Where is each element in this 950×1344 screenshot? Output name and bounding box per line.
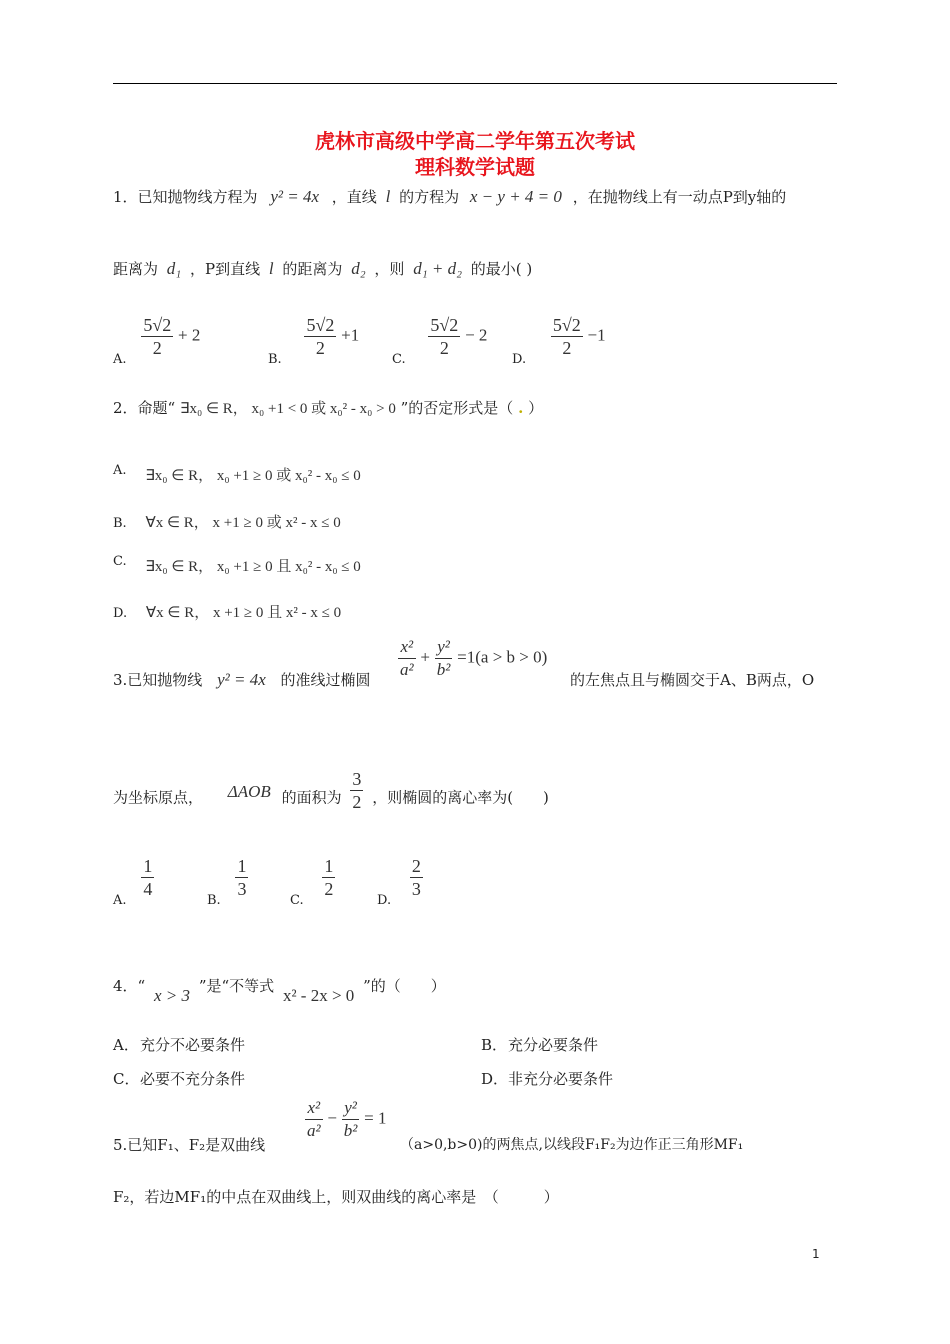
- header-rule: [113, 83, 837, 84]
- q1-text: 的最小( ): [470, 260, 533, 278]
- fraction: $\frac{5√2}{2}$: [143, 315, 172, 358]
- q4-text: ”的（ ）: [363, 977, 446, 995]
- fraction: $\frac{5√2}{2}$: [306, 315, 335, 358]
- q4-text: 4．“: [113, 977, 146, 995]
- question-3-line-2: [113, 769, 549, 821]
- q3-text: 的左焦点且与椭圆交于A、B两点，O: [570, 671, 815, 689]
- q1-text: ，P到直线: [190, 260, 261, 278]
- q2-option-b[interactable]: B. ∀x ∈ R， x +1 ≥ 0 或 x² - x ≤ 0: [113, 515, 341, 531]
- q3-text: 为坐标原点，: [113, 788, 204, 807]
- fraction: $\frac{\text{x²}}{\text{a²}}$: [307, 1098, 321, 1140]
- fraction: $\frac{\text{x²}}{\text{a²}}$: [400, 637, 414, 679]
- q1-text: 的距离为: [282, 260, 343, 278]
- q3-option-a[interactable]: A. $\frac{1}{4}$: [113, 856, 153, 908]
- q5-hyperbola-equation: $\frac{\text{x²}}{\text{a²}}$ − $\frac{\text{y²}}{\text{b²}}$ = 1: [307, 1098, 387, 1140]
- q3-text: 3.已知抛物线: [113, 671, 203, 689]
- q1-line-symbol: l: [268, 259, 274, 278]
- exam-subtitle: 理科数学试题: [415, 155, 535, 179]
- q3-area-fraction: $\frac{3}{2}$: [352, 769, 362, 812]
- fraction: $\frac{\text{y²}}{\text{b²}}$: [436, 637, 451, 679]
- q4-option-b[interactable]: B．: [481, 1036, 508, 1054]
- exam-title: 虎林市高级中学高二学年第五次考试: [315, 129, 635, 153]
- fraction: $\frac{1}{3}$: [237, 856, 247, 899]
- q1-option-c[interactable]: C. $\frac{5√2}{2}$ − 2: [392, 315, 488, 367]
- q4-option-c-text: 必要不充分条件: [140, 1070, 246, 1088]
- q5-text: 5.已知F₁、F₂是双曲线: [113, 1136, 266, 1154]
- q4-option-a[interactable]: A．: [113, 1036, 139, 1054]
- q3-option-c[interactable]: C. $\frac{1}{2}$: [290, 856, 334, 908]
- q1-line-symbol: l: [385, 187, 391, 206]
- q1-text: ，则: [374, 260, 405, 278]
- q4-option-b-text: 充分必要条件: [508, 1036, 599, 1054]
- q1-parabola-equation: y² = 4x: [270, 187, 319, 206]
- q1-text: 距离为: [113, 260, 159, 278]
- q4-inequality: x² - 2x > 0: [282, 986, 355, 1005]
- q1-text: 1．已知抛物线方程为: [113, 188, 258, 206]
- q3-text: ，则椭圆的离心率为( ): [372, 788, 549, 807]
- q2-option-c[interactable]: C. ∃x₀ ∈ R， x₀ +1 ≥ 0 且 x₀² - x₀ ≤ 0: [113, 554, 361, 575]
- q1-option-d[interactable]: D. $\frac{5√2}{2}$ −1: [512, 315, 606, 367]
- q1-text: 的方程为: [399, 188, 460, 206]
- q3-triangle: ΔAOB: [227, 781, 271, 801]
- q3-text: 的准线过椭圆: [280, 671, 371, 689]
- q4-option-a-text: 充分不必要条件: [140, 1036, 246, 1054]
- fraction: $\frac{5√2}{2}$: [430, 315, 459, 358]
- q4-option-c[interactable]: C．: [113, 1070, 140, 1088]
- q3-option-d[interactable]: D. $\frac{2}{3}$: [377, 856, 421, 908]
- fraction: $\frac{1}{4}$: [143, 856, 153, 899]
- question-3-line-1: [113, 669, 371, 690]
- q3-parabola-equation: y² = 4x: [217, 670, 266, 689]
- fraction: $\frac{2}{3}$: [411, 856, 421, 899]
- q1-option-b[interactable]: B. $\frac{5√2}{2}$ +1: [268, 315, 360, 367]
- q1-line-equation: x − y + 4 = 0: [469, 187, 562, 206]
- q2-option-d[interactable]: D. ∀x ∈ R， x +1 ≥ 0 且 x² - x ≤ 0: [113, 605, 342, 621]
- q2-text: ”的否定形式是（: [400, 399, 514, 417]
- q3-option-b[interactable]: B. $\frac{1}{3}$: [207, 856, 247, 908]
- q4-condition: x > 3: [154, 986, 191, 1005]
- page-number: 1: [812, 1247, 820, 1261]
- question-1-line-2: [113, 258, 532, 279]
- fraction: $\frac{5√2}{2}$: [552, 315, 581, 358]
- fraction: $\frac{\text{y²}}{\text{b²}}$: [343, 1098, 358, 1140]
- q2-proposition: ∃x₀ ∈ R， x₀ +1 < 0 或 x₀² - x₀ > 0: [180, 401, 396, 417]
- q1-d2: d₂: [351, 259, 366, 278]
- q4-option-d[interactable]: D．: [481, 1070, 509, 1088]
- q1-option-a[interactable]: A. $\frac{5√2}{2}$ + 2: [113, 315, 201, 367]
- q1-sum: d₁ + d₂: [413, 259, 462, 278]
- q1-text: ，在抛物线上有一动点P到y轴的: [572, 188, 787, 206]
- q4-text: ”是“不等式: [198, 977, 275, 995]
- q5-text: F₂，若边MF₁的中点在双曲线上，则双曲线的离心率是 （ ）: [113, 1188, 559, 1206]
- question-4: [113, 975, 446, 1005]
- question-2: [113, 397, 543, 418]
- q1-d1: d₁: [166, 259, 182, 278]
- q4-option-d-text: 非充分必要条件: [508, 1070, 614, 1088]
- q3-text: 的面积为: [281, 788, 342, 807]
- q5-text: （a>0,b>0)的两焦点,以线段F₁F₂为边作正三角形MF₁: [400, 1137, 744, 1153]
- q3-ellipse-equation: $\frac{\text{x²}}{\text{a²}}$ + $\frac{\text{y²}}{\text{b²}}$ =1(a > b > 0): [400, 637, 548, 679]
- stray-dot: .: [518, 399, 524, 417]
- q1-text: ，直线: [331, 188, 377, 206]
- question-1-line-1: [113, 186, 786, 207]
- q2-text: ）: [528, 399, 544, 417]
- q2-text: 2．命题“: [113, 399, 176, 417]
- fraction: $\frac{1}{2}$: [324, 856, 334, 899]
- q2-option-a[interactable]: A. ∃x₀ ∈ R， x₀ +1 ≥ 0 或 x₀² - x₀ ≤ 0: [113, 463, 361, 484]
